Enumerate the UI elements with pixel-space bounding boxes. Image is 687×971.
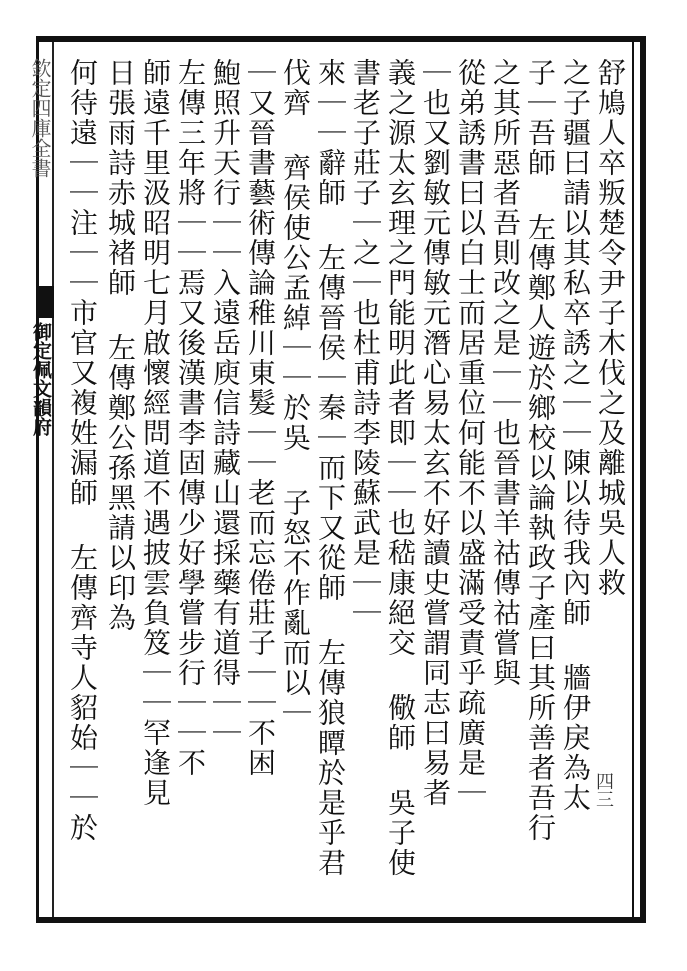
gutter-book-title: 欽定四庫全書	[28, 58, 52, 178]
text-column: 子｜吾師 左傳鄭人遊於鄉校以論執政子產曰其所善者吾行	[524, 58, 557, 843]
text-column: 之子疆曰請以其私卒誘之｜｜陳以待我內師 牆伊戾為太	[559, 58, 592, 813]
gutter-divider	[52, 42, 54, 917]
text-column: ｜又晉書藝術傳論稚川東髮｜｜老而忘倦莊子｜｜不困	[244, 58, 277, 778]
border-inner-right-line	[632, 42, 634, 917]
text-column: 書老子莊子｜之｜也杜甫詩李陵蘇武是｜｜	[349, 58, 382, 628]
text-column: 之其所惡者吾則改之是｜｜也晉書羊祜傳祜嘗與	[489, 58, 522, 688]
fish-tail-mark	[38, 286, 54, 318]
text-column: 從弟誘書曰以白士而居重位何能不以盛滿受責乎疏廣是｜	[454, 58, 487, 808]
text-column: 鮑照升天行｜｜入遠岳庾信詩藏山還採藥有道得｜｜	[209, 58, 242, 748]
gutter-work-title: 御定佩文韻府	[30, 322, 52, 436]
border-bottom-line	[36, 917, 646, 923]
text-column: 日張雨詩赤城褚師 左傳鄭公孫黑請以印為	[104, 58, 137, 633]
text-column: 左傳三年將｜｜焉又後漢書李固傳少好學嘗步行｜｜不	[174, 58, 207, 778]
border-top-line	[36, 36, 646, 42]
text-column: 師遠千里汲昭明七月啟懷經問道不遇披雲負笈｜｜罕逢見	[139, 58, 172, 808]
text-column: 來｜｜辭師 左傳晉侯｜秦｜而下又從師 左傳狼瞫於是乎君	[314, 58, 347, 878]
page-number: 四三	[593, 772, 614, 808]
text-column: 義之源太玄理之門能明此者即｜｜也嵇康絕交 儆師 吳子使	[384, 58, 417, 878]
border-right-line	[640, 36, 646, 923]
text-column: 伐齊 齊侯使公孟綽｜｜於吳 子怒不作亂而以｜	[279, 58, 312, 728]
text-column: 何待遠｜｜注｜｜市官又複姓漏師 左傳齊寺人貂始｜｜於	[66, 58, 99, 843]
text-column: 舒鳩人卒叛楚令尹子木伐之及離城吳人救	[594, 58, 627, 598]
text-column: ｜也又劉敏元傳敏元潛心易太玄不好讀史嘗謂同志曰易者	[419, 58, 452, 808]
